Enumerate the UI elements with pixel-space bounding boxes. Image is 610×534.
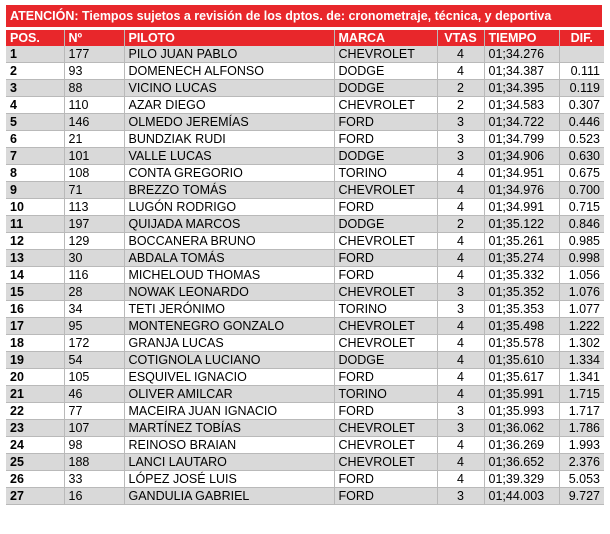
table-row (6, 318, 604, 335)
table-row (6, 437, 604, 454)
row-diff: 1.077 (559, 301, 604, 318)
row-brand: CHEVROLET (334, 284, 437, 301)
row-laps: 4 (437, 471, 484, 488)
row-position: 27 (10, 489, 24, 503)
row-position: 8 (10, 166, 17, 180)
row-diff: 0.846 (559, 216, 604, 233)
row-brand: CHEVROLET (334, 97, 437, 114)
row-position: 1 (10, 47, 17, 61)
row-brand: CHEVROLET (334, 318, 437, 335)
row-brand: CHEVROLET (334, 46, 437, 63)
row-driver: BREZZO TOMÁS (124, 182, 334, 199)
row-position: 22 (10, 404, 24, 418)
table-row (6, 352, 604, 369)
row-car-number: 107 (64, 420, 124, 437)
table-body (6, 46, 604, 505)
row-laps: 4 (437, 386, 484, 403)
row-time: 01;35.993 (484, 403, 559, 420)
table-row (6, 369, 604, 386)
header-diff: DIF. (559, 30, 604, 46)
row-laps: 3 (437, 403, 484, 420)
row-driver: LANCI LAUTARO (124, 454, 334, 471)
row-position: 7 (10, 149, 17, 163)
table-row (6, 182, 604, 199)
row-laps: 3 (437, 114, 484, 131)
row-driver: VICINO LUCAS (124, 80, 334, 97)
row-position: 24 (10, 438, 24, 452)
row-car-number: 93 (64, 63, 124, 80)
row-brand: DODGE (334, 148, 437, 165)
row-car-number: 105 (64, 369, 124, 386)
row-diff: 0.985 (559, 233, 604, 250)
table-row (6, 80, 604, 97)
row-driver: TETI JERÓNIMO (124, 301, 334, 318)
row-laps: 4 (437, 318, 484, 335)
table-row (6, 403, 604, 420)
row-laps: 4 (437, 165, 484, 182)
row-diff: 0.119 (559, 80, 604, 97)
row-driver: MICHELOUD THOMAS (124, 267, 334, 284)
row-car-number: 88 (64, 80, 124, 97)
row-driver: PILO JUAN PABLO (124, 46, 334, 63)
row-car-number: 172 (64, 335, 124, 352)
row-driver: OLMEDO JEREMÍAS (124, 114, 334, 131)
row-time: 01;34.583 (484, 97, 559, 114)
table-row (6, 267, 604, 284)
row-position: 23 (10, 421, 24, 435)
row-time: 01;35.498 (484, 318, 559, 335)
attention-banner: ATENCIÓN: Tiempos sujetos a revisión de los dptos. de: cronometraje, técnica, y deportiva (6, 5, 602, 27)
row-diff: 1.717 (559, 403, 604, 420)
row-brand: FORD (334, 471, 437, 488)
row-brand: TORINO (334, 165, 437, 182)
row-car-number: 54 (64, 352, 124, 369)
row-laps: 4 (437, 46, 484, 63)
row-diff: 0.630 (559, 148, 604, 165)
row-car-number: 177 (64, 46, 124, 63)
row-diff: 9.727 (559, 488, 604, 505)
table-row (6, 63, 604, 80)
row-laps: 3 (437, 420, 484, 437)
row-car-number: 46 (64, 386, 124, 403)
row-time: 01;35.610 (484, 352, 559, 369)
table-row (6, 165, 604, 182)
row-car-number: 188 (64, 454, 124, 471)
row-car-number: 16 (64, 488, 124, 505)
row-position: 15 (10, 285, 24, 299)
row-driver: OLIVER AMILCAR (124, 386, 334, 403)
row-time: 01;34.276 (484, 46, 559, 63)
row-position: 26 (10, 472, 24, 486)
row-car-number: 146 (64, 114, 124, 131)
row-driver: GRANJA LUCAS (124, 335, 334, 352)
header-brand: MARCA (334, 30, 437, 46)
row-time: 01;34.722 (484, 114, 559, 131)
row-driver: LUGÓN RODRIGO (124, 199, 334, 216)
row-laps: 2 (437, 80, 484, 97)
row-time: 01;34.387 (484, 63, 559, 80)
row-brand: FORD (334, 369, 437, 386)
row-time: 01;36.269 (484, 437, 559, 454)
row-driver: BUNDZIAK RUDI (124, 131, 334, 148)
row-time: 01;34.951 (484, 165, 559, 182)
row-position: 3 (10, 81, 17, 95)
row-car-number: 21 (64, 131, 124, 148)
row-time: 01;35.261 (484, 233, 559, 250)
row-diff: 0.111 (559, 63, 604, 80)
table-row (6, 131, 604, 148)
row-brand: CHEVROLET (334, 437, 437, 454)
row-time: 01;39.329 (484, 471, 559, 488)
row-time: 01;35.353 (484, 301, 559, 318)
row-time: 01;35.578 (484, 335, 559, 352)
row-diff: 1.715 (559, 386, 604, 403)
row-diff: 1.993 (559, 437, 604, 454)
row-position: 11 (10, 217, 24, 231)
row-diff: 0.715 (559, 199, 604, 216)
row-brand: CHEVROLET (334, 182, 437, 199)
row-time: 01;44.003 (484, 488, 559, 505)
table-row (6, 386, 604, 403)
row-car-number: 71 (64, 182, 124, 199)
row-laps: 4 (437, 454, 484, 471)
header-time: TIEMPO (484, 30, 559, 46)
row-brand: CHEVROLET (334, 335, 437, 352)
row-driver: VALLE LUCAS (124, 148, 334, 165)
row-brand: CHEVROLET (334, 420, 437, 437)
row-laps: 4 (437, 335, 484, 352)
row-driver: DOMENECH ALFONSO (124, 63, 334, 80)
row-time: 01;35.617 (484, 369, 559, 386)
row-diff: 0.700 (559, 182, 604, 199)
row-diff: 1.076 (559, 284, 604, 301)
row-brand: FORD (334, 267, 437, 284)
row-position: 17 (10, 319, 24, 333)
row-position: 6 (10, 132, 17, 146)
row-time: 01;34.976 (484, 182, 559, 199)
row-diff: 0.675 (559, 165, 604, 182)
row-time: 01;35.274 (484, 250, 559, 267)
row-car-number: 30 (64, 250, 124, 267)
row-position: 14 (10, 268, 24, 282)
row-brand: CHEVROLET (334, 454, 437, 471)
row-brand: CHEVROLET (334, 233, 437, 250)
row-position: 18 (10, 336, 24, 350)
row-laps: 3 (437, 284, 484, 301)
table-row (6, 233, 604, 250)
row-position: 12 (10, 234, 24, 248)
header-number: Nº (64, 30, 124, 46)
row-brand: FORD (334, 250, 437, 267)
row-position: 2 (10, 64, 17, 78)
row-diff: 5.053 (559, 471, 604, 488)
row-laps: 3 (437, 301, 484, 318)
row-diff: 1.222 (559, 318, 604, 335)
row-diff: 1.302 (559, 335, 604, 352)
row-driver: REINOSO BRAIAN (124, 437, 334, 454)
table-row (6, 454, 604, 471)
row-laps: 4 (437, 182, 484, 199)
table-row (6, 46, 604, 63)
row-brand: TORINO (334, 301, 437, 318)
row-car-number: 101 (64, 148, 124, 165)
row-brand: DODGE (334, 216, 437, 233)
table-row (6, 471, 604, 488)
row-driver: ABDALA TOMÁS (124, 250, 334, 267)
row-car-number: 113 (64, 199, 124, 216)
row-laps: 3 (437, 488, 484, 505)
table-row (6, 199, 604, 216)
row-laps: 4 (437, 250, 484, 267)
row-diff: 0.523 (559, 131, 604, 148)
row-position: 21 (10, 387, 24, 401)
row-driver: COTIGNOLA LUCIANO (124, 352, 334, 369)
row-car-number: 33 (64, 471, 124, 488)
row-car-number: 129 (64, 233, 124, 250)
row-diff: 0.998 (559, 250, 604, 267)
row-car-number: 34 (64, 301, 124, 318)
row-driver: LÓPEZ JOSÉ LUIS (124, 471, 334, 488)
row-time: 01;34.395 (484, 80, 559, 97)
row-diff: 1.334 (559, 352, 604, 369)
row-laps: 3 (437, 148, 484, 165)
row-position: 25 (10, 455, 24, 469)
row-time: 01;34.906 (484, 148, 559, 165)
row-laps: 4 (437, 233, 484, 250)
row-driver: MONTENEGRO GONZALO (124, 318, 334, 335)
table-row (6, 284, 604, 301)
row-brand: FORD (334, 199, 437, 216)
row-car-number: 28 (64, 284, 124, 301)
row-diff: 2.376 (559, 454, 604, 471)
table-row (6, 335, 604, 352)
table-row (6, 301, 604, 318)
row-time: 01;36.062 (484, 420, 559, 437)
table-row (6, 114, 604, 131)
row-time: 01;35.122 (484, 216, 559, 233)
row-brand: FORD (334, 114, 437, 131)
row-brand: FORD (334, 403, 437, 420)
row-laps: 4 (437, 63, 484, 80)
row-brand: FORD (334, 488, 437, 505)
row-laps: 4 (437, 369, 484, 386)
row-driver: MACEIRA JUAN IGNACIO (124, 403, 334, 420)
row-driver: GANDULIA GABRIEL (124, 488, 334, 505)
row-position: 4 (10, 98, 17, 112)
row-car-number: 110 (64, 97, 124, 114)
row-car-number: 98 (64, 437, 124, 454)
row-car-number: 197 (64, 216, 124, 233)
row-driver: QUIJADA MARCOS (124, 216, 334, 233)
row-driver: ESQUIVEL IGNACIO (124, 369, 334, 386)
row-time: 01;36.652 (484, 454, 559, 471)
table-row (6, 148, 604, 165)
row-driver: BOCCANERA BRUNO (124, 233, 334, 250)
header-driver: PILOTO (124, 30, 334, 46)
table-header-row (6, 30, 604, 46)
row-position: 10 (10, 200, 24, 214)
row-laps: 2 (437, 216, 484, 233)
row-brand: TORINO (334, 386, 437, 403)
classification-table (6, 30, 604, 505)
row-position: 13 (10, 251, 24, 265)
row-driver: CONTA GREGORIO (124, 165, 334, 182)
row-car-number: 116 (64, 267, 124, 284)
table-row (6, 216, 604, 233)
row-diff: 0.446 (559, 114, 604, 131)
row-position: 19 (10, 353, 24, 367)
row-brand: FORD (334, 131, 437, 148)
row-position: 9 (10, 183, 17, 197)
row-time: 01;34.799 (484, 131, 559, 148)
row-position: 16 (10, 302, 24, 316)
row-diff: 0.307 (559, 97, 604, 114)
row-laps: 2 (437, 97, 484, 114)
row-time: 01;35.332 (484, 267, 559, 284)
table-row (6, 250, 604, 267)
row-car-number: 108 (64, 165, 124, 182)
row-diff: 1.786 (559, 420, 604, 437)
row-laps: 4 (437, 437, 484, 454)
row-driver: AZAR DIEGO (124, 97, 334, 114)
row-laps: 4 (437, 199, 484, 216)
row-time: 01;35.991 (484, 386, 559, 403)
row-car-number: 77 (64, 403, 124, 420)
row-laps: 4 (437, 352, 484, 369)
row-position: 20 (10, 370, 24, 384)
table-row (6, 97, 604, 114)
row-driver: NOWAK LEONARDO (124, 284, 334, 301)
row-driver: MARTÍNEZ TOBÍAS (124, 420, 334, 437)
table-row (6, 420, 604, 437)
header-pos: POS. (6, 30, 64, 46)
header-laps: VTAS (437, 30, 484, 46)
row-diff: 1.056 (559, 267, 604, 284)
row-car-number: 95 (64, 318, 124, 335)
row-time: 01;34.991 (484, 199, 559, 216)
row-diff: 1.341 (559, 369, 604, 386)
row-position: 5 (10, 115, 17, 129)
row-brand: DODGE (334, 63, 437, 80)
table-row (6, 488, 604, 505)
row-brand: DODGE (334, 80, 437, 97)
row-time: 01;35.352 (484, 284, 559, 301)
row-laps: 4 (437, 267, 484, 284)
row-laps: 3 (437, 131, 484, 148)
row-diff (559, 46, 604, 63)
row-brand: DODGE (334, 352, 437, 369)
